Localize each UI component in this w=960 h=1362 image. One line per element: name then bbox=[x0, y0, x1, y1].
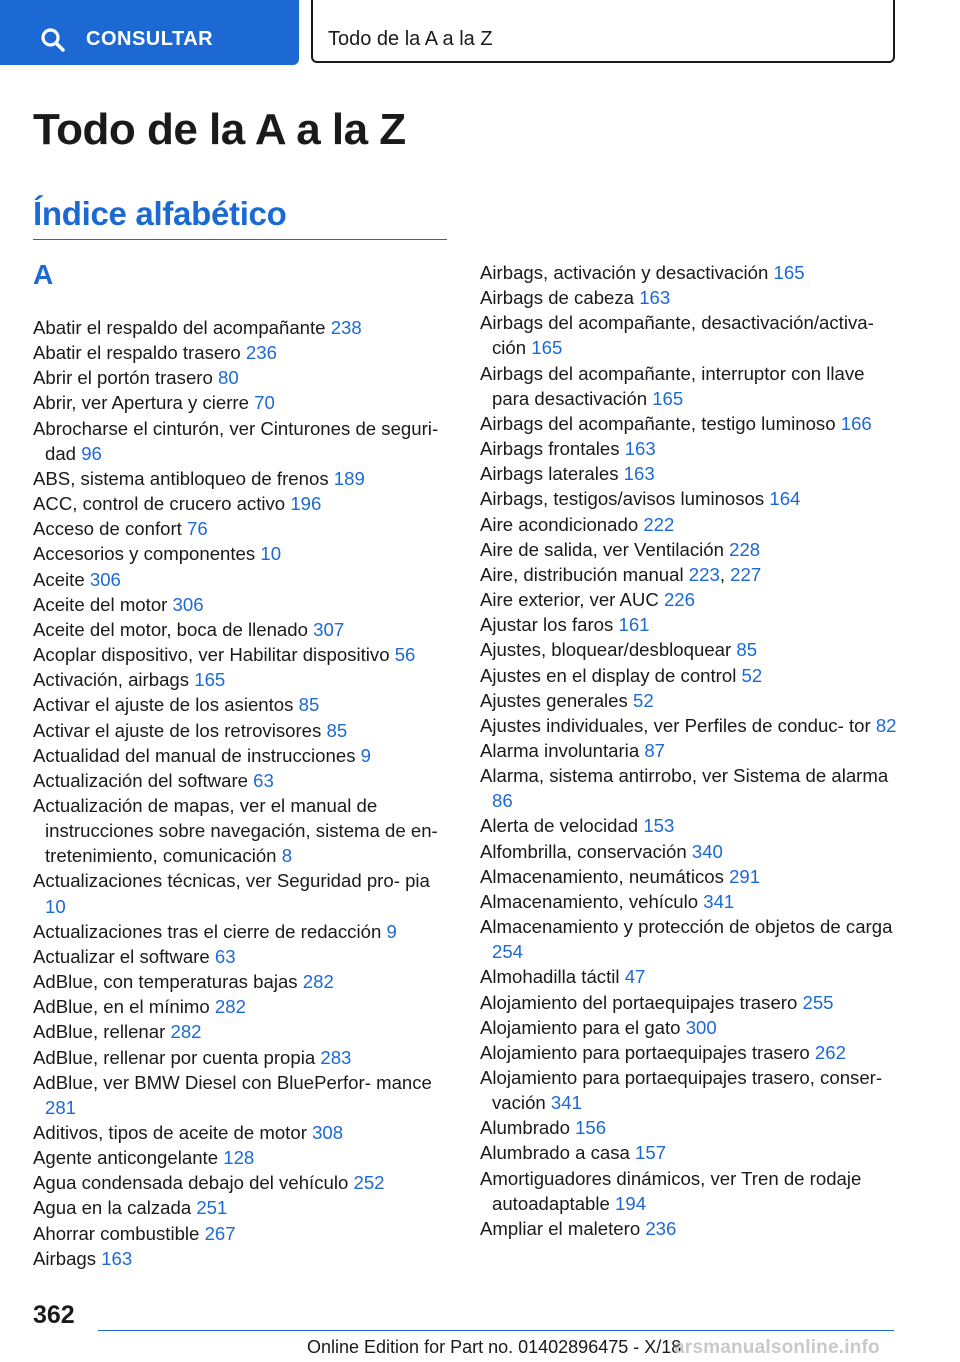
index-entry bbox=[480, 1040, 900, 1065]
page-link[interactable]: 82 bbox=[875, 714, 897, 736]
index-entry-text: Almacenamiento, vehículo bbox=[480, 890, 699, 912]
page-title: Todo de la A a la Z bbox=[33, 105, 406, 154]
index-entry bbox=[33, 793, 453, 868]
index-entry-text: Almacenamiento, neumáticos bbox=[480, 865, 724, 887]
index-entry-text: Aire exterior, ver AUC bbox=[480, 589, 659, 611]
index-entry bbox=[480, 436, 900, 461]
index-entry-text: Ajustar los faros bbox=[480, 614, 614, 636]
index-entry-text: Alojamiento del portaequipajes trasero bbox=[480, 991, 798, 1013]
footer-edition: Online Edition for Part no. 01402896475 - X/18 bbox=[307, 1337, 682, 1357]
index-entry bbox=[33, 692, 453, 717]
page-link[interactable]: 236 bbox=[645, 1217, 677, 1239]
page-link[interactable]: 8 bbox=[281, 845, 293, 867]
page-link[interactable]: 307 bbox=[313, 618, 345, 640]
index-entry-text: Abatir el respaldo trasero bbox=[33, 342, 241, 364]
page-link[interactable]: 165 bbox=[652, 387, 684, 409]
consult-label: CONSULTAR bbox=[86, 28, 214, 50]
page-link[interactable]: 165 bbox=[194, 669, 226, 691]
index-entry-text: Abrir, ver Apertura y cierre bbox=[33, 392, 249, 414]
index-entry: Aire, distribución manual 223, 227 bbox=[480, 563, 762, 585]
page-link[interactable]: 80 bbox=[218, 367, 239, 389]
index-entry-text: Actualización de mapas, ver el manual de instrucciones sobre navegación, sistema de en‐ tretenimiento, comunicación bbox=[33, 794, 438, 867]
index-entry-text: Activar el ajuste de los retrovisores bbox=[33, 719, 322, 741]
page-link[interactable]: 252 bbox=[353, 1172, 385, 1194]
index-entry bbox=[33, 1045, 453, 1070]
index-entry bbox=[480, 713, 900, 738]
index-entry-text: Actualización del software bbox=[33, 769, 248, 791]
index-entry bbox=[33, 1246, 453, 1271]
page-link[interactable]: 9 bbox=[386, 920, 397, 942]
index-entry bbox=[480, 512, 900, 537]
page-link[interactable]: 10 bbox=[260, 543, 282, 565]
index-entry-text: Aire acondicionado bbox=[480, 513, 639, 535]
index-entry-text: AdBlue, en el mínimo bbox=[33, 996, 210, 1018]
index-entry bbox=[33, 868, 453, 918]
page-link[interactable]: 255 bbox=[802, 991, 834, 1013]
index-entry bbox=[33, 969, 453, 994]
index-entry-text: Actualizaciones tras el cierre de redacción bbox=[33, 920, 382, 942]
index-entry bbox=[33, 1019, 453, 1044]
index-entry bbox=[33, 642, 453, 667]
index-entry-text: Abatir el respaldo del acompañante bbox=[33, 317, 326, 338]
index-entry-text: AdBlue, ver BMW Diesel con BluePerfor‐ mance bbox=[33, 1071, 432, 1093]
section-divider bbox=[33, 239, 447, 240]
index-entry-text: Aire, distribución manual bbox=[480, 563, 684, 585]
index-entry-text: Ajustes en el display de control bbox=[480, 664, 737, 686]
index-entry-text: Activar el ajuste de los asientos bbox=[33, 694, 294, 716]
page-link[interactable]: 96 bbox=[81, 442, 102, 464]
page-link[interactable]: 300 bbox=[685, 1016, 717, 1038]
page-link[interactable]: 283 bbox=[320, 1046, 352, 1068]
index-entry bbox=[480, 285, 900, 310]
index-entry-text: Alojamiento para portaequipajes trasero bbox=[480, 1041, 810, 1063]
index-entry bbox=[480, 1015, 900, 1040]
index-entry bbox=[480, 839, 900, 864]
page-link[interactable]: 306 bbox=[172, 593, 204, 615]
page-link[interactable]: 306 bbox=[89, 568, 121, 590]
index-entry-text: Aceite del motor, boca de llenado bbox=[33, 618, 308, 640]
page-link[interactable]: 157 bbox=[635, 1142, 667, 1164]
index-entry-text: Abrocharse el cinturón, ver Cinturones de seguri‐ dad bbox=[33, 417, 439, 464]
page-link[interactable]: 163 bbox=[101, 1247, 133, 1269]
index-entry-text: Activación, airbags bbox=[33, 669, 190, 691]
index-entry-text: Ahorrar combustible bbox=[33, 1222, 200, 1244]
index-entry bbox=[480, 637, 900, 662]
page-link[interactable]: 164 bbox=[769, 488, 801, 510]
page-link[interactable]: 341 bbox=[550, 1092, 582, 1114]
index-entry bbox=[33, 667, 453, 692]
page-link[interactable]: 165 bbox=[773, 262, 805, 283]
page-link[interactable]: 194 bbox=[615, 1192, 647, 1214]
page-link[interactable]: 251 bbox=[196, 1197, 228, 1219]
index-entry bbox=[480, 1115, 900, 1140]
page-link[interactable]: 165 bbox=[531, 337, 563, 359]
page-link[interactable]: 163 bbox=[623, 463, 655, 485]
index-entry-text: Amortiguadores dinámicos, ver Tren de rodaje autoadaptable bbox=[480, 1167, 862, 1214]
index-entry-text: Agente anticongelante bbox=[33, 1147, 219, 1169]
index-entry-text: Airbags del acompañante, desactivación/activa‐ ción bbox=[480, 312, 874, 359]
index-entry bbox=[33, 340, 453, 365]
index-entry bbox=[480, 738, 900, 763]
index-entry-text: Actualidad del manual de instrucciones bbox=[33, 744, 356, 766]
page-link[interactable]: 10 bbox=[45, 895, 66, 917]
index-entry-text: Airbags del acompañante, interruptor con llave para desactivación bbox=[480, 362, 865, 409]
index-entry bbox=[480, 914, 900, 964]
page-link[interactable]: 153 bbox=[643, 815, 675, 837]
index-entry-text: Aceite del motor bbox=[33, 593, 168, 615]
page-link[interactable]: 87 bbox=[644, 739, 666, 761]
page-link[interactable]: 308 bbox=[312, 1122, 344, 1143]
index-entry bbox=[33, 1170, 453, 1195]
index-entry bbox=[33, 390, 453, 415]
page-link[interactable]: 52 bbox=[741, 664, 763, 686]
index-entry-text: Ajustes generales bbox=[480, 689, 628, 711]
breadcrumb-label: Todo de la A a la Z bbox=[328, 28, 493, 50]
page-link[interactable]: 76 bbox=[187, 518, 208, 540]
consult-tab[interactable] bbox=[0, 0, 299, 65]
index-entry bbox=[33, 315, 453, 340]
index-entry bbox=[480, 537, 900, 562]
index-entry bbox=[33, 1120, 453, 1145]
page-link[interactable]: 166 bbox=[840, 412, 872, 434]
index-entry-text: Abrir el portón trasero bbox=[33, 367, 213, 389]
page-link[interactable]: 227 bbox=[730, 563, 762, 585]
index-entry-text: Almohadilla táctil bbox=[480, 966, 620, 988]
index-entry bbox=[480, 688, 900, 713]
page-link[interactable]: 282 bbox=[170, 1021, 202, 1043]
index-entry bbox=[480, 411, 900, 436]
index-entry bbox=[33, 466, 453, 491]
index-entry-text: AdBlue, rellenar bbox=[33, 1021, 166, 1043]
index-entry bbox=[33, 718, 453, 743]
page-link[interactable]: 228 bbox=[729, 538, 761, 560]
page-link[interactable]: 223 bbox=[688, 563, 720, 585]
watermark: arsmanualsonline.info bbox=[674, 1337, 880, 1358]
index-entry-text: Aceite bbox=[33, 568, 85, 590]
index-entry bbox=[480, 461, 900, 486]
index-entry bbox=[33, 994, 453, 1019]
index-entry bbox=[480, 486, 900, 511]
page-number: 362 bbox=[33, 1301, 75, 1329]
index-entry-text: Agua en la calzada bbox=[33, 1197, 192, 1219]
index-entry bbox=[480, 361, 900, 411]
index-entry bbox=[33, 541, 453, 566]
index-entry bbox=[480, 990, 900, 1015]
index-entry bbox=[480, 663, 900, 688]
page-link[interactable]: 236 bbox=[245, 342, 277, 364]
index-entry bbox=[480, 310, 900, 360]
index-entry bbox=[33, 416, 453, 466]
page-link[interactable]: 262 bbox=[814, 1041, 846, 1063]
index-entry-text: Airbags laterales bbox=[480, 463, 619, 485]
index-entry-text: Alarma involuntaria bbox=[480, 739, 640, 761]
page-link[interactable]: 85 bbox=[736, 639, 758, 661]
index-entry bbox=[480, 587, 900, 612]
index-entry-text: AdBlue, con temperaturas bajas bbox=[33, 971, 298, 993]
index-entry-text: Acceso de confort bbox=[33, 518, 182, 540]
index-entry-text: Alfombrilla, conservación bbox=[480, 840, 687, 862]
section-title: Índice alfabético bbox=[33, 195, 287, 232]
index-entry bbox=[33, 1195, 453, 1220]
page-link[interactable]: 340 bbox=[691, 840, 723, 862]
page-link[interactable]: 291 bbox=[729, 865, 761, 887]
index-entry bbox=[33, 617, 453, 642]
page-link[interactable]: 238 bbox=[330, 317, 362, 338]
index-entry bbox=[480, 260, 900, 285]
page-link[interactable]: 9 bbox=[360, 744, 372, 766]
page-link[interactable]: 85 bbox=[298, 694, 320, 716]
index-entry-text: Airbags, activación y desactivación bbox=[480, 262, 769, 283]
index-entry bbox=[33, 592, 453, 617]
page-link[interactable]: 341 bbox=[703, 890, 735, 912]
search-icon bbox=[40, 27, 66, 53]
index-entry bbox=[480, 763, 900, 813]
index-entry-text: Aditivos, tipos de aceite de motor bbox=[33, 1122, 307, 1143]
page-link[interactable]: 161 bbox=[618, 614, 650, 636]
index-entry bbox=[480, 964, 900, 989]
index-entry bbox=[480, 1065, 900, 1115]
page-link[interactable]: 189 bbox=[333, 467, 365, 489]
index-entry bbox=[480, 1216, 900, 1241]
page-link[interactable]: 254 bbox=[492, 941, 524, 963]
index-entry-text: Ampliar el maletero bbox=[480, 1217, 641, 1239]
page-link[interactable]: 267 bbox=[204, 1222, 236, 1244]
index-entry-text: ACC, control de crucero activo bbox=[33, 493, 286, 515]
breadcrumb[interactable] bbox=[311, 0, 895, 63]
page-link[interactable]: 196 bbox=[290, 493, 322, 515]
index-entry-text: Alerta de velocidad bbox=[480, 815, 639, 837]
index-column-right bbox=[480, 260, 900, 1241]
index-entry-text: ABS, sistema antibloqueo de frenos bbox=[33, 467, 329, 489]
page-link[interactable]: 128 bbox=[223, 1147, 255, 1169]
index-entry bbox=[33, 516, 453, 541]
index-entry-text: Actualizar el software bbox=[33, 945, 210, 967]
page-link[interactable]: 222 bbox=[643, 513, 675, 535]
index-entry-text: Airbags, testigos/avisos luminosos bbox=[480, 488, 765, 510]
index-entry-text: Airbags bbox=[33, 1247, 97, 1269]
index-entry bbox=[480, 612, 900, 637]
index-entry bbox=[33, 1070, 453, 1120]
footer-divider bbox=[98, 1330, 894, 1331]
index-entry bbox=[33, 944, 453, 969]
page-link[interactable]: 85 bbox=[326, 719, 348, 741]
page-link[interactable]: 70 bbox=[254, 392, 275, 414]
index-entry bbox=[33, 1145, 453, 1170]
index-entry-text: Ajustes individuales, ver Perfiles de conduc‐ tor bbox=[480, 714, 871, 736]
index-entry-text: Almacenamiento y protección de objetos de carga bbox=[480, 916, 893, 938]
index-entry-text: Alojamiento para el gato bbox=[480, 1016, 681, 1038]
letter-heading: A bbox=[33, 259, 54, 290]
index-entry bbox=[33, 743, 453, 768]
index-entry-text: Alumbrado a casa bbox=[480, 1142, 630, 1164]
index-entry bbox=[480, 864, 900, 889]
index-entry-text: Aire de salida, ver Ventilación bbox=[480, 538, 724, 560]
index-entry bbox=[33, 365, 453, 390]
index-entry bbox=[480, 889, 900, 914]
index-entry-text: Alojamiento para portaequipajes trasero, conser‐ vación bbox=[480, 1067, 883, 1114]
index-entry bbox=[480, 1140, 900, 1165]
index-entry-text: Acoplar dispositivo, ver Habilitar dispositivo bbox=[33, 644, 390, 666]
index-entry-text: Actualizaciones técnicas, ver Seguridad pro‐ pia bbox=[33, 870, 430, 892]
index-entry bbox=[33, 491, 453, 516]
page-link[interactable]: 156 bbox=[575, 1117, 607, 1139]
index-entry-text: Alarma, sistema antirrobo, ver Sistema de alarma bbox=[480, 765, 889, 787]
page-link[interactable]: 63 bbox=[214, 945, 236, 967]
page-link[interactable]: 282 bbox=[214, 996, 246, 1018]
index-entry bbox=[480, 1166, 900, 1216]
index-entry-text: Airbags frontales bbox=[480, 438, 620, 460]
page-link[interactable]: 281 bbox=[45, 1096, 77, 1118]
page-link[interactable]: 56 bbox=[394, 644, 416, 666]
index-entry-text: AdBlue, rellenar por cuenta propia bbox=[33, 1046, 316, 1068]
index-column-left bbox=[33, 315, 453, 1271]
index-entry-text: Accesorios y componentes bbox=[33, 543, 256, 565]
page-link[interactable]: 226 bbox=[663, 589, 695, 611]
index-entry-text: Alumbrado bbox=[480, 1117, 570, 1139]
page-link[interactable]: 47 bbox=[624, 966, 646, 988]
index-entry-text: Agua condensada debajo del vehículo bbox=[33, 1172, 349, 1194]
index-entry-text: Airbags de cabeza bbox=[480, 287, 635, 309]
page-link[interactable]: 282 bbox=[302, 971, 334, 993]
page-link[interactable]: 163 bbox=[624, 438, 656, 460]
index-entry bbox=[33, 567, 453, 592]
index-entry-text: Ajustes, bloquear/desbloquear bbox=[480, 639, 732, 661]
index-entry bbox=[33, 1221, 453, 1246]
page-link[interactable]: 163 bbox=[639, 287, 671, 309]
page-link[interactable]: 86 bbox=[492, 790, 513, 812]
page-link[interactable]: 52 bbox=[632, 689, 654, 711]
index-entry bbox=[33, 919, 453, 944]
index-entry-text: Airbags del acompañante, testigo luminoso bbox=[480, 412, 836, 434]
page-link[interactable]: 63 bbox=[253, 769, 274, 791]
index-entry bbox=[480, 813, 900, 838]
index-entry bbox=[33, 768, 453, 793]
